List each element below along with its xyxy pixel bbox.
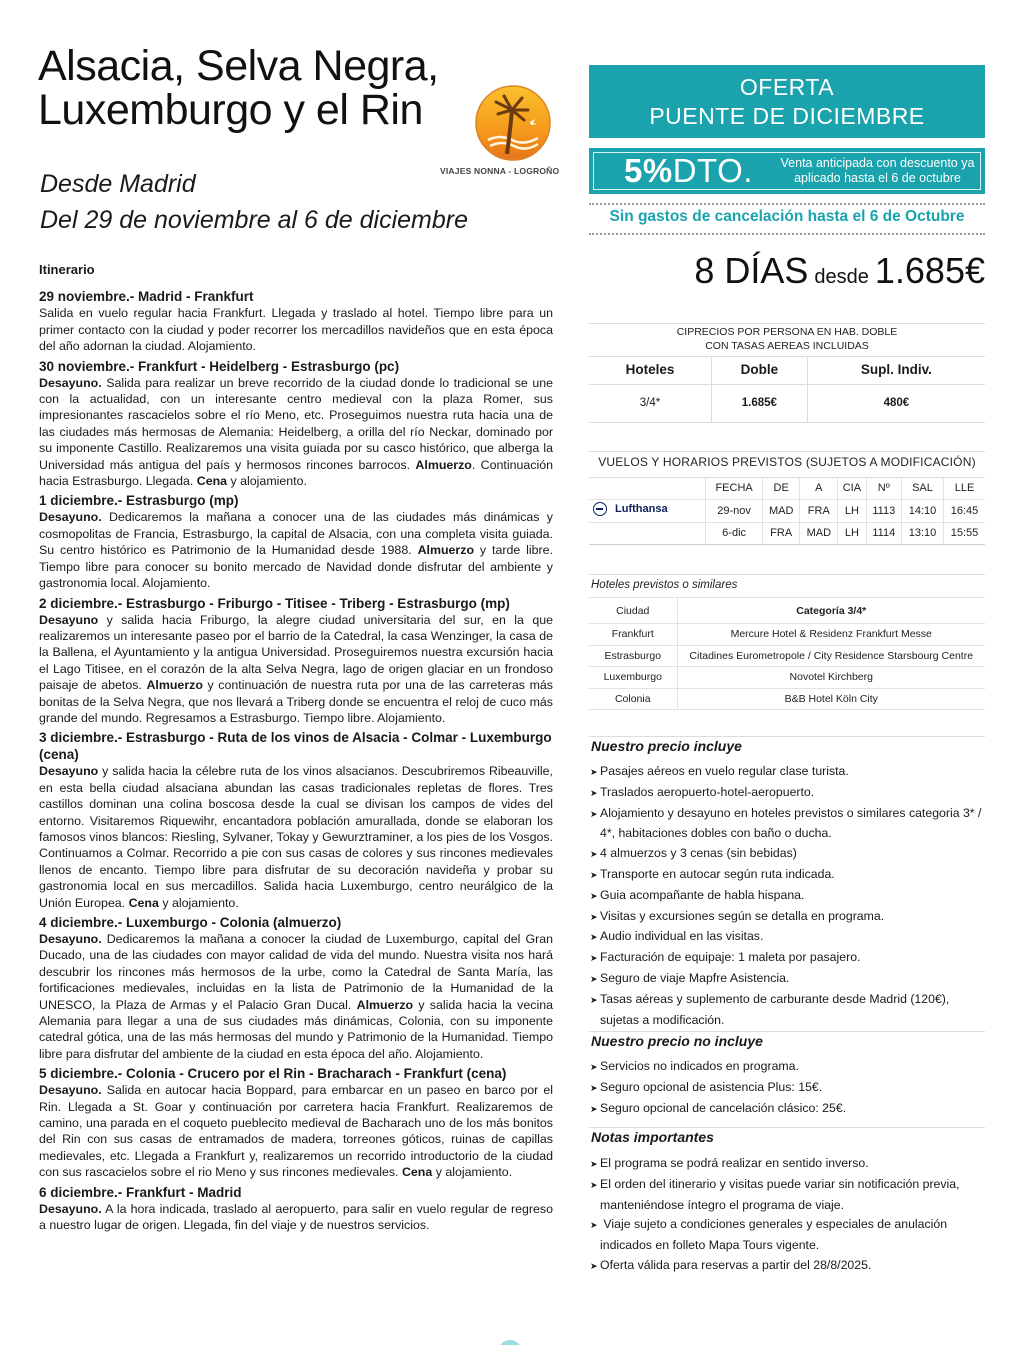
- arrow-bullet-icon: ➤: [590, 911, 598, 922]
- arrow-bullet-icon: ➤: [590, 1159, 598, 1169]
- arrow-bullet-icon: ➤: [590, 932, 598, 943]
- offer-banner: [589, 65, 985, 138]
- arrow-bullet-icon: ➤: [590, 973, 598, 984]
- table-cell: 480€: [807, 384, 985, 422]
- day-title: 29 noviembre.- Madrid - Frankfurt: [39, 289, 254, 305]
- discount-suffix: DTO.: [672, 152, 753, 189]
- table-cell: LH: [838, 500, 867, 523]
- day-body: Desayuno y salida hacia Friburgo, la alegre ciudad universitaria del sur, en la que realizaremos un interesante paseo por el barrio de la Catedral, la casa Wenzinger, la casa de la Ballena, el Ayuntamiento y la antigua Universidad. Proseguiremos nuestra excursión hacia el Lago Titisee, en el corazón de la alta Selva Negra, lago de origen glaciar en un frondoso paisaje de abetos. Almuerzo y continuación de nuestra ruta por una de las carreteras más bonitas de la Selva Negra, que nos llevará a Triberg donde se encuentra el reloj de cuco más grande del mundo. Regresamos a Estrasburgo. Tiempo libre. Alojamiento.: [39, 612, 553, 725]
- divider: [589, 451, 985, 452]
- discount-box: [589, 148, 985, 194]
- day-body: Desayuno. A la hora indicada, traslado al aeropuerto, para salir en vuelo regular de regreso a nuestro lugar de origen. Llegada, fin del viaje y de nuestros servicios.: [39, 1201, 553, 1233]
- day-title: 30 noviembre.- Frankfurt - Heidelberg - Estrasburgo (pc): [39, 358, 400, 374]
- table-cell: Colonia: [589, 688, 677, 710]
- day-title: 2 diciembre.- Estrasburgo - Friburgo - Titisee - Triberg - Estrasburgo (mp): [39, 595, 510, 611]
- notes-list: [590, 1154, 990, 1277]
- column-header: Hoteles: [589, 356, 711, 384]
- meal-lead: Desayuno: [39, 612, 99, 627]
- list-item: ➤ Audio individual en las visitas.: [590, 927, 990, 948]
- table-cell: Citadines Eurometropole / City Residence Starsbourg Centre: [677, 645, 985, 667]
- title-line-2: Luxemburgo y el Rin: [38, 86, 423, 134]
- table-row: [589, 522, 985, 545]
- list-item: ➤ Transporte en autocar según ruta indicada.: [590, 865, 990, 886]
- arrow-bullet-icon: ➤: [590, 1103, 598, 1114]
- table-cell: FRA: [800, 500, 838, 523]
- table-cell: B&B Hotel Köln City: [677, 688, 985, 710]
- day-title: 3 diciembre.- Estrasburgo - Ruta de los vinos de Alsacia - Colmar - Luxemburgo (cena): [39, 730, 552, 763]
- meal-label: Almuerzo: [417, 543, 475, 558]
- price-note: [589, 325, 985, 353]
- flights-table: [589, 477, 985, 545]
- list-item: ➤ Seguro opcional de asistencia Plus: 15€.: [590, 1078, 990, 1099]
- list-item: ➤ Facturación de equipaje: 1 maleta por pasajero.: [590, 948, 990, 969]
- day-title: 5 diciembre.- Colonia - Crucero por el Rin - Bracharach - Frankfurt (cena): [39, 1066, 507, 1082]
- meal-label: Almuerzo: [146, 678, 203, 693]
- arrow-bullet-icon: ➤: [590, 890, 598, 901]
- meal-label: Cena: [128, 895, 159, 910]
- divider: [589, 1127, 985, 1128]
- day-title: 6 diciembre.- Frankfurt - Madrid: [39, 1184, 242, 1200]
- offer-line-1: OFERTA: [739, 74, 835, 100]
- list-item: ➤ Seguro de viaje Mapfre Asistencia.: [590, 969, 990, 990]
- table-cell: 6-dic: [706, 522, 763, 545]
- itinerary-day: [39, 1065, 553, 1180]
- column-header: CIA: [838, 477, 867, 500]
- arrow-bullet-icon: ➤: [590, 1179, 598, 1190]
- itinerary-day: [39, 288, 553, 354]
- divider: [589, 736, 985, 737]
- arrow-bullet-icon: ➤: [590, 1062, 598, 1072]
- itinerary-day: [39, 1184, 553, 1234]
- arrow-bullet-icon: ➤: [590, 808, 598, 819]
- title-line-1: Alsacia, Selva Negra,: [38, 42, 439, 90]
- airline-name: Lufthansa: [615, 503, 668, 516]
- price-note-line-2: CON TASAS AEREAS INCLUIDAS: [705, 340, 869, 352]
- offer-line-2: PUENTE DE DICIEMBRE: [649, 103, 925, 129]
- table-cell: MAD: [762, 500, 800, 523]
- column-header: A: [800, 477, 838, 500]
- hotels-title: Hoteles previstos o similares: [591, 579, 738, 591]
- day-body: Desayuno. Salida para realizar un breve recorrido de la ciudad donde lo tradicional se une con la actualidad, con un interesante centro medieval con la plaza Romer, sus impresionantes rascacielos sobre el río Meno, etc. Proseguimos nuestra ruta hacia una de las ciudades más hermosas de Alemania: Heidelberg, a orilla del río Neckar, dominado por su imponente Castillo. Realizaremos una visita guiada por su casco histórico, que alberga la Universidad más antigua del país y hermosos rincones barrocos. Almuerzo. Continuación hacia Estrasburgo. Llegada. Cena y alojamiento.: [39, 375, 553, 489]
- arrow-bullet-icon: ➤: [590, 1082, 598, 1093]
- table-row: [589, 384, 985, 422]
- desde-label: desde: [814, 266, 869, 288]
- table-row: [589, 500, 985, 523]
- meal-label: Cena: [401, 1165, 433, 1180]
- flights-title: VUELOS Y HORARIOS PREVISTOS (SUJETOS A MODIFICACIÓN): [598, 455, 976, 469]
- divider: [589, 323, 985, 324]
- airline-cell: [589, 522, 706, 545]
- price-headline: [589, 250, 985, 292]
- table-cell: Frankfurt: [589, 624, 677, 646]
- list-item: ➤ Pasajes aéreos en vuelo regular clase turista.: [590, 762, 990, 783]
- hotels-table: [589, 597, 985, 710]
- arrow-bullet-icon: ➤: [590, 767, 598, 777]
- divider: [589, 1031, 985, 1032]
- table-cell: 1113: [866, 500, 901, 523]
- table-row: [589, 688, 985, 710]
- list-item: ➤ Seguro opcional de cancelación clásico: 25€.: [590, 1099, 990, 1120]
- table-cell: Novotel Kirchberg: [677, 667, 985, 689]
- meal-label: Cena: [196, 474, 228, 489]
- meal-lead: Desayuno.: [39, 375, 102, 390]
- arrow-bullet-icon: ➤: [590, 994, 598, 1005]
- page-marker: [498, 1340, 522, 1345]
- lufthansa-logo: [589, 502, 668, 516]
- arrow-bullet-icon: ➤: [590, 787, 598, 798]
- list-item: ➤ Oferta válida para reservas a partir del 28/8/2025.: [590, 1256, 990, 1277]
- list-item: ➤ Guia acompañante de habla hispana.: [590, 886, 990, 907]
- meal-label: Almuerzo: [356, 997, 414, 1012]
- table-cell: MAD: [800, 522, 838, 545]
- list-item: ➤ Visitas y excursiones según se detalla en programa.: [590, 907, 990, 928]
- agency-name: VIAJES NONNA - LOGROÑO: [440, 166, 560, 176]
- column-header: LLE: [944, 477, 985, 500]
- day-body: Desayuno. Salida en autocar hacia Boppard, para embarcar en un paseo en barco por el Rin. Llegada a St. Goar y continuación por carretera hacia Frankfurt. Realizaremos de camino, una parada en el coqueto pueblecito medieval de Bacharach uno de los más bonitos del Rin con sus casas de entramados de madera, torreones góticos, ruinas de capillas medievales, etc. Llegada a Frankfurt y, realizaremos un recorrido introductorio de la ciudad con sus rascacielos sobre el rio Meno y sus rincones medievales. Cena y alojamiento.: [39, 1083, 553, 1180]
- divider: [589, 574, 985, 575]
- excludes-list: [590, 1057, 990, 1119]
- meal-lead: Desayuno.: [39, 932, 102, 946]
- arrow-bullet-icon: ➤: [590, 1220, 598, 1231]
- table-row: [589, 667, 985, 689]
- list-item: ➤ El orden del itinerario y visitas puede variar sin notificación previa, manteniéndose íntegro el programa de viaje.: [590, 1176, 960, 1212]
- duration: 8 DÍAS: [694, 250, 809, 291]
- arrow-bullet-icon: ➤: [590, 849, 598, 860]
- meal-lead: Desayuno.: [39, 510, 102, 525]
- includes-title: Nuestro precio incluye: [591, 738, 742, 754]
- price-note-line-1: CIPRECIOS POR PERSONA EN HAB. DOBLE: [676, 326, 898, 338]
- day-title: 4 diciembre.- Luxemburgo - Colonia (almuerzo): [39, 915, 342, 930]
- arrow-bullet-icon: ➤: [590, 1260, 598, 1271]
- departure-city: Desde Madrid: [40, 170, 196, 198]
- meal-lead: Desayuno.: [39, 1201, 102, 1216]
- list-item: ➤ 4 almuerzos y 3 cenas (sin bebidas): [590, 844, 990, 865]
- table-row: [589, 645, 985, 667]
- table-row: [589, 624, 985, 646]
- list-item: ➤ Tasas aéreas y suplemento de carburante desde Madrid (120€), sujetas a modificación.: [590, 991, 950, 1027]
- column-header: FECHA: [706, 477, 763, 500]
- table-cell: 13:10: [901, 522, 943, 545]
- table-cell: Luxemburgo: [589, 667, 677, 689]
- itinerary-day: [39, 595, 553, 727]
- table-cell: 29-nov: [706, 500, 763, 523]
- day-body: Desayuno. Dedicaremos la mañana a conocer una de las ciudades más dinámicas y cosmopolitas de Francia, Estrasburgo, la capital de Alsacia, con una completa visita guiada. Su centro histórico es Patrimonio de la Humanidad desde 1988. Almuerzo y tarde libre. Tiempo libre para conocer su bonito mercado de Navidad donde disfrutar del ambiente y gastronomia local. Alojamiento.: [39, 510, 554, 591]
- table-cell: 3/4*: [589, 384, 711, 422]
- itinerary-day: [39, 729, 553, 911]
- table-cell: Mercure Hotel & Residenz Frankfurt Messe: [677, 624, 985, 646]
- table-cell: 1114: [866, 522, 901, 545]
- list-item: ➤ Traslados aeropuerto-hotel-aeropuerto.: [590, 783, 990, 804]
- itinerary: [39, 262, 553, 1237]
- column-header: Nº: [866, 477, 901, 500]
- column-header: SAL: [901, 477, 943, 500]
- day-body: Desayuno. Dedicaremos la mañana a conocer la ciudad de Luxemburgo, capital del Gran Ducado, una de las ciudades con mayor calidad de vida del mundo. Nuestra visita nos hará descubrir los rincones más hermosos de la urbe, como la Catedral de Santa María, las fortificaciones medievales, incluidas en la lista de Patrimonio de la Humanidad de la UNESCO, la Plaza de Armas y el Palacio Gran Ducal. Almuerzo y salida hacia la vecina Alemania para llegar a una de sus ciudades más dinámicas, Colonia, con su imponente catedral gótica, una de las más hermosas del mundo y Patrimonio de la Humanidad. Tiempo libre para disfrutar del ambiente de la ciudad en esta época del año. Alojamiento.: [39, 932, 553, 1061]
- table-cell: 14:10: [901, 500, 943, 523]
- notes-title: Notas importantes: [591, 1129, 714, 1145]
- table-cell: 15:55: [944, 522, 985, 545]
- list-item: ➤ El programa se podrá realizar en sentido inverso.: [590, 1154, 990, 1175]
- list-item: ➤ Alojamiento y desayuno en hoteles previstos o similares categoria 3* / 4*, habitaciones dobles con baño o ducha.: [590, 805, 982, 841]
- price-amount: 1.685€: [874, 250, 985, 291]
- column-header: DE: [762, 477, 800, 500]
- discount-number: 5%: [624, 152, 673, 189]
- column-header: Doble: [711, 356, 807, 384]
- column-header: Ciudad: [589, 598, 677, 624]
- cancellation-note: Sin gastos de cancelación hasta el 6 de Octubre: [609, 208, 965, 225]
- includes-list: [590, 762, 990, 1030]
- table-cell: FRA: [762, 522, 800, 545]
- divider: [589, 203, 985, 205]
- table-cell: 1.685€: [711, 384, 807, 422]
- itinerary-day: [39, 358, 553, 490]
- meal-lead: Desayuno: [39, 764, 99, 779]
- page-title: [38, 44, 478, 132]
- itinerary-day: [39, 492, 553, 591]
- meal-label: Almuerzo: [415, 457, 472, 472]
- table-cell: 16:45: [944, 500, 985, 523]
- airline-cell: [589, 500, 706, 523]
- day-title: 1 diciembre.- Estrasburgo (mp): [39, 493, 239, 509]
- arrow-bullet-icon: ➤: [590, 953, 598, 964]
- palm-tree-sunset-icon: [474, 84, 552, 162]
- column-header: Supl. Indiv.: [807, 356, 985, 384]
- itinerary-heading: Itinerario: [39, 262, 95, 277]
- list-item: ➤ Servicios no indicados en programa.: [590, 1057, 990, 1078]
- divider: [589, 233, 985, 235]
- airline-column: [589, 477, 706, 500]
- day-body: Desayuno y salida hacia la célebre ruta de los vinos alsacianos. Descubriremos Ribeauville, en esta bella ciudad alsaciana abundan las casas tradicionales repletas de flores. Tres castillos dominan una colina boscosa desde la cual se divisan los campos de vides del entorno. Visitaremos Riquewihr, encantadora población amurallada, donde se elaboran los famosos vinos blancos: Riesling, Sylvaner, Tokay y Gewurztraminer, a los pies de los Vosgos. Continuamos a Colmar. Recorrido a pie con sus casas de colores y sus rincones medievales llenos de encanto. Tiempo libre para disfrutar de su decoración navideña y probar su gastronomia local en sus mercadillos. Salida hacia Luxemburgo, centro neurálgico de la Unión Europea. Cena y alojamiento.: [39, 764, 553, 910]
- discount-description: Venta anticipada con descuento ya aplicado hasta el 6 de octubre: [780, 156, 975, 185]
- table-cell: Estrasburgo: [589, 645, 677, 667]
- itinerary-day: [39, 914, 553, 1062]
- discount-label: [624, 152, 753, 190]
- excludes-title: Nuestro precio no incluye: [591, 1033, 763, 1049]
- crane-icon: [593, 502, 607, 516]
- column-header: Categoría 3/4*: [677, 598, 985, 624]
- list-item: ➤ Viaje sujeto a condiciones generales y especiales de anulación indicados en folleto Mapa Tours vigente.: [590, 1217, 948, 1253]
- table-cell: LH: [838, 522, 867, 545]
- price-table: [589, 356, 985, 423]
- meal-lead: Desayuno.: [39, 1083, 102, 1098]
- arrow-bullet-icon: ➤: [590, 869, 598, 880]
- day-body: Salida en vuelo regular hacia Frankfurt. Llegada y traslado al hotel. Tiempo libre para un primer contacto con la ciudad y poder recorrer los mercadillos navideños que en esta época del año adornan la ciudad. Alojamiento.: [39, 306, 553, 354]
- travel-dates: Del 29 de noviembre al 6 de diciembre: [40, 206, 469, 234]
